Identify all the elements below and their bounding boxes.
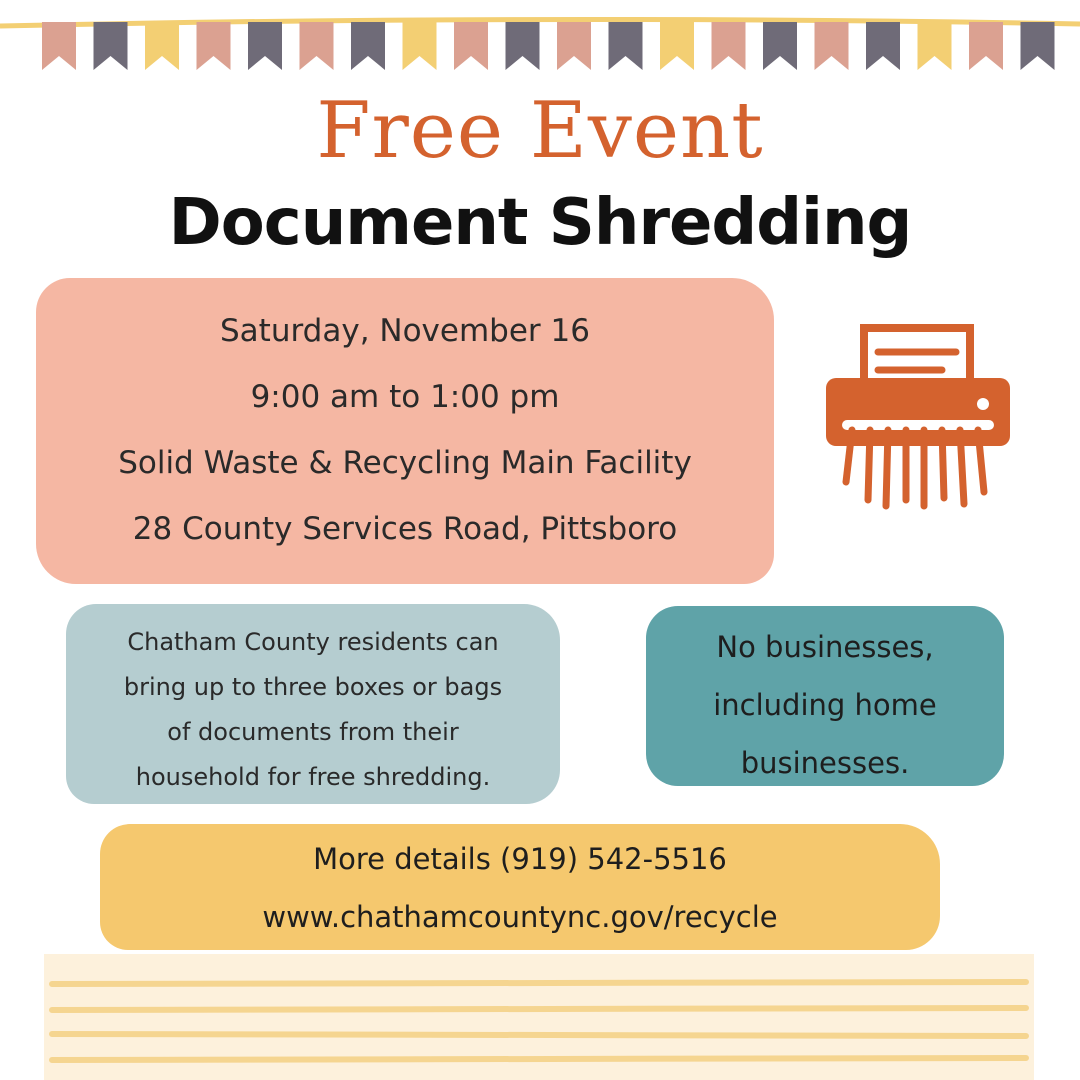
- paper-line: [52, 1058, 1026, 1060]
- bunting-flag: [454, 22, 488, 70]
- bunting-flag: [866, 22, 900, 70]
- event-address: 28 County Services Road, Pittsboro: [132, 511, 678, 547]
- event-time: 9:00 am to 1:00 pm: [250, 379, 560, 415]
- event-label: Free Event: [316, 86, 764, 176]
- bunting-flag: [609, 22, 643, 70]
- contact-website-link[interactable]: www.chathamcountync.gov/recycle: [262, 900, 778, 934]
- event-facility: Solid Waste & Recycling Main Facility: [118, 445, 692, 481]
- restriction-line-3: businesses.: [740, 746, 910, 780]
- bunting-flag: [763, 22, 797, 70]
- paper-line: [52, 1034, 1026, 1036]
- event-date: Saturday, November 16: [220, 313, 590, 349]
- contact-card: [100, 824, 940, 950]
- restriction-line-1: No businesses,: [716, 630, 934, 664]
- bunting-flag: [351, 22, 385, 70]
- bunting-flag: [403, 22, 437, 70]
- bunting-flag: [712, 22, 746, 70]
- bunting-flag: [815, 22, 849, 70]
- bunting-flag: [94, 22, 128, 70]
- bunting-flag: [197, 22, 231, 70]
- bunting-flag: [506, 22, 540, 70]
- event-details-card: [36, 278, 774, 584]
- residents-line-2: bring up to three boxes or bags: [123, 673, 503, 701]
- residents-line-1: Chatham County residents can: [127, 628, 499, 656]
- paper-line: [52, 982, 1026, 984]
- page-title: Document Shredding: [168, 186, 912, 260]
- residents-line-3: of documents from their: [167, 718, 459, 746]
- lined-paper-decoration: [0, 948, 1080, 1080]
- bunting-flag: [969, 22, 1003, 70]
- residents-line-4: household for free shredding.: [135, 763, 491, 791]
- bunting-flag: [1021, 22, 1055, 70]
- bunting-flag: [248, 22, 282, 70]
- restriction-line-2: including home: [713, 688, 937, 722]
- no-businesses-card: [646, 606, 1004, 786]
- shredder-icon: [820, 322, 1020, 512]
- paper-line: [52, 1008, 1026, 1010]
- bunting-flag: [300, 22, 334, 70]
- residents-info-card: [66, 604, 560, 804]
- bunting-flag: [918, 22, 952, 70]
- bunting-flag: [145, 22, 179, 70]
- contact-phone: More details (919) 542-5516: [313, 842, 727, 876]
- bunting-flag: [42, 22, 76, 70]
- bunting-banner-icon: [0, 0, 1080, 90]
- bunting-flag: [660, 22, 694, 70]
- bunting-flag: [557, 22, 591, 70]
